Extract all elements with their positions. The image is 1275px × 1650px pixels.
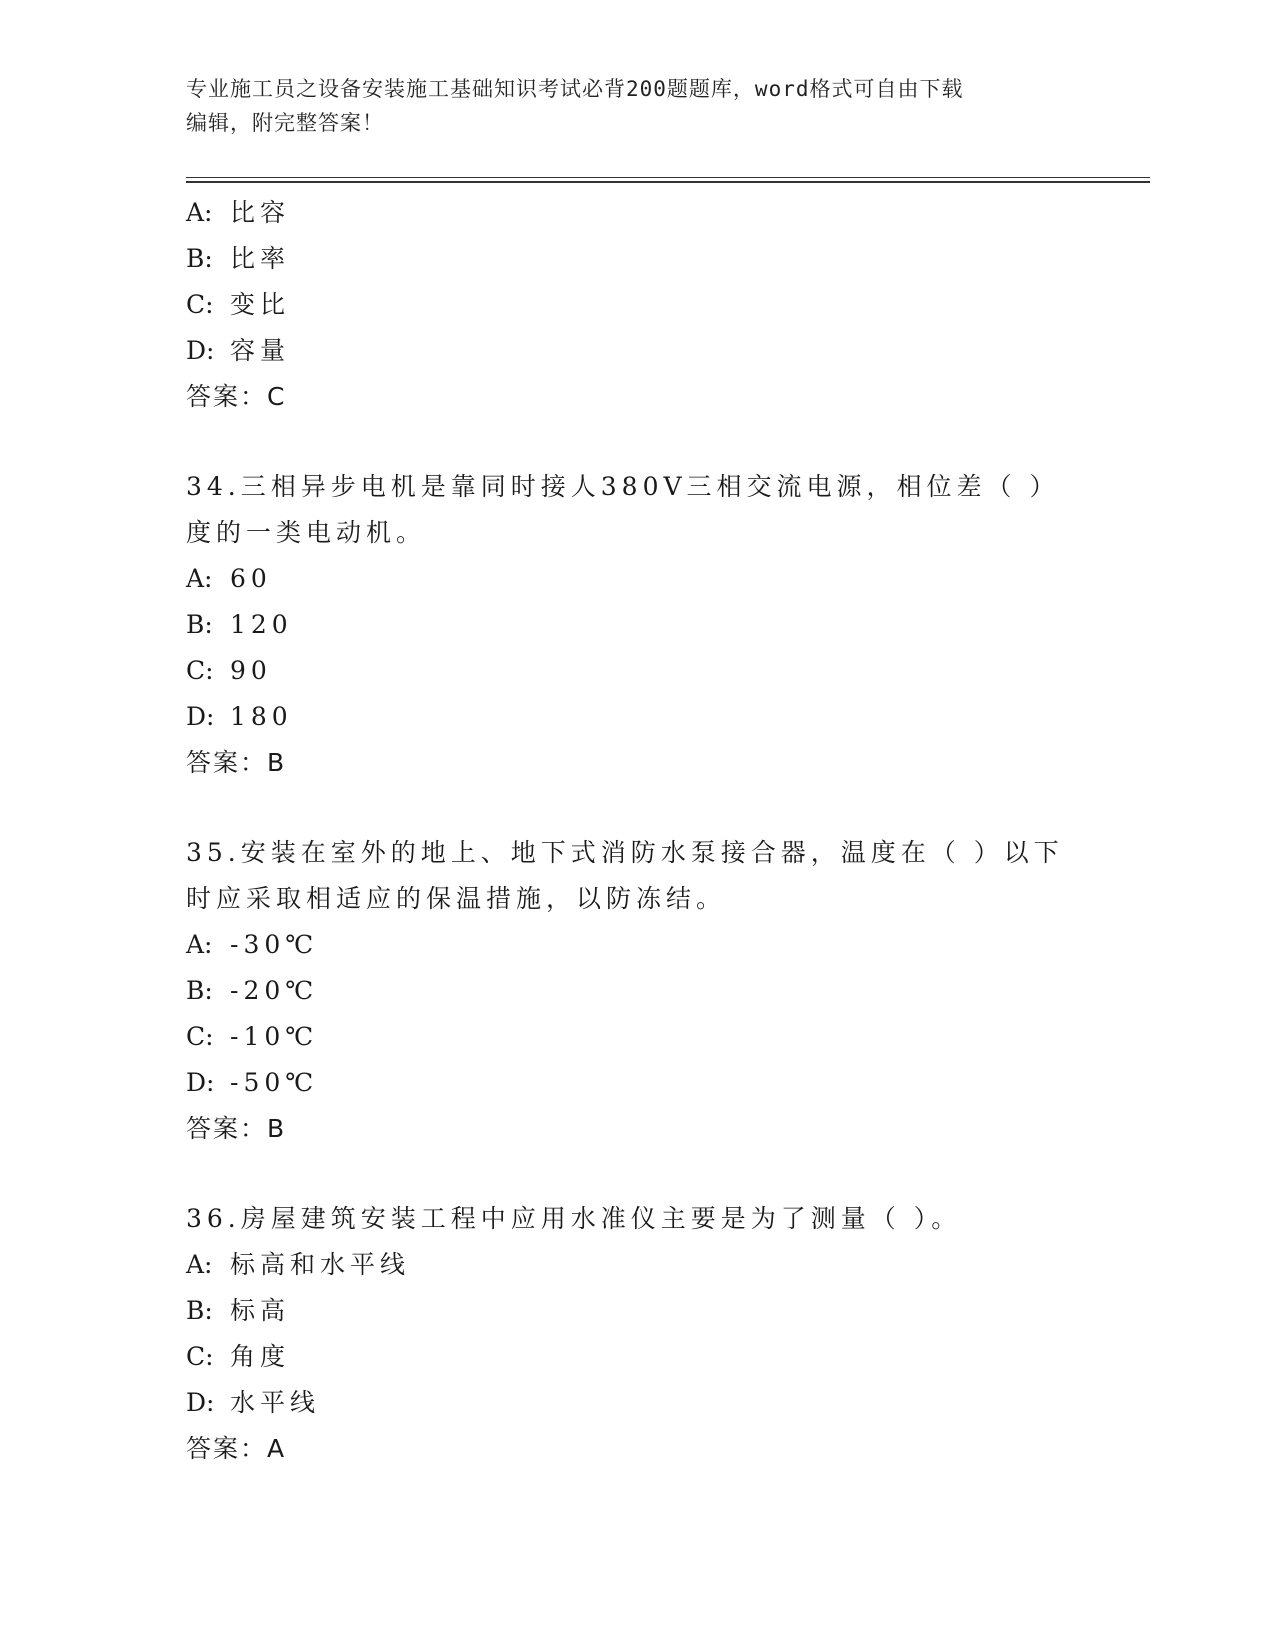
question-block-35 [186,830,1086,1152]
option-d: D: 水平线 [186,1388,321,1417]
answer-36: 答案：A [186,1434,287,1463]
option-d: D: -50℃ [186,1068,319,1097]
option-a: A: 比容 [186,198,291,227]
option-d: D: 180 [186,702,293,731]
option-d: D: 容量 [186,336,291,365]
question-list [186,190,1086,1472]
question-text-35: 35.安装在室外的地上、地下式消防水泵接合器，温度在（ ）以下时应采取相适应的保温措施，以防冻结。 [186,838,1064,913]
option-b: B: 比率 [186,244,291,273]
header-divider-thin [186,177,1150,178]
option-b: B: 标高 [186,1296,291,1325]
option-b: B: 120 [186,610,293,639]
question-block-34 [186,464,1086,786]
option-b: B: -20℃ [186,976,319,1005]
answer-35: 答案：B [186,1114,287,1143]
option-a: A: -30℃ [186,930,319,959]
option-c: C: 角度 [186,1342,291,1371]
question-text-34: 34.三相异步电机是靠同时接人380V三相交流电源，相位差（ ）度的一类电动机。 [186,472,1060,547]
option-c: C: 90 [186,656,272,685]
option-c: C: 变比 [186,290,291,319]
header-divider-thick [186,181,1150,183]
document-header [186,72,1086,140]
question-block-36 [186,1196,1086,1472]
answer-33: 答案：C [186,382,287,411]
header-title-line1: 专业施工员之设备安装施工基础知识考试必背200题题库，word格式可自由下载 [186,77,964,101]
option-c: C: -10℃ [186,1022,319,1051]
answer-34: 答案：B [186,748,287,777]
header-title-line2: 编辑，附完整答案！ [186,111,384,135]
option-a: A: 60 [186,564,272,593]
question-block-33 [186,190,1086,420]
question-text-36: 36.房屋建筑安装工程中应用水准仪主要是为了测量（ ）。 [186,1204,962,1233]
option-a: A: 标高和水平线 [186,1250,411,1279]
